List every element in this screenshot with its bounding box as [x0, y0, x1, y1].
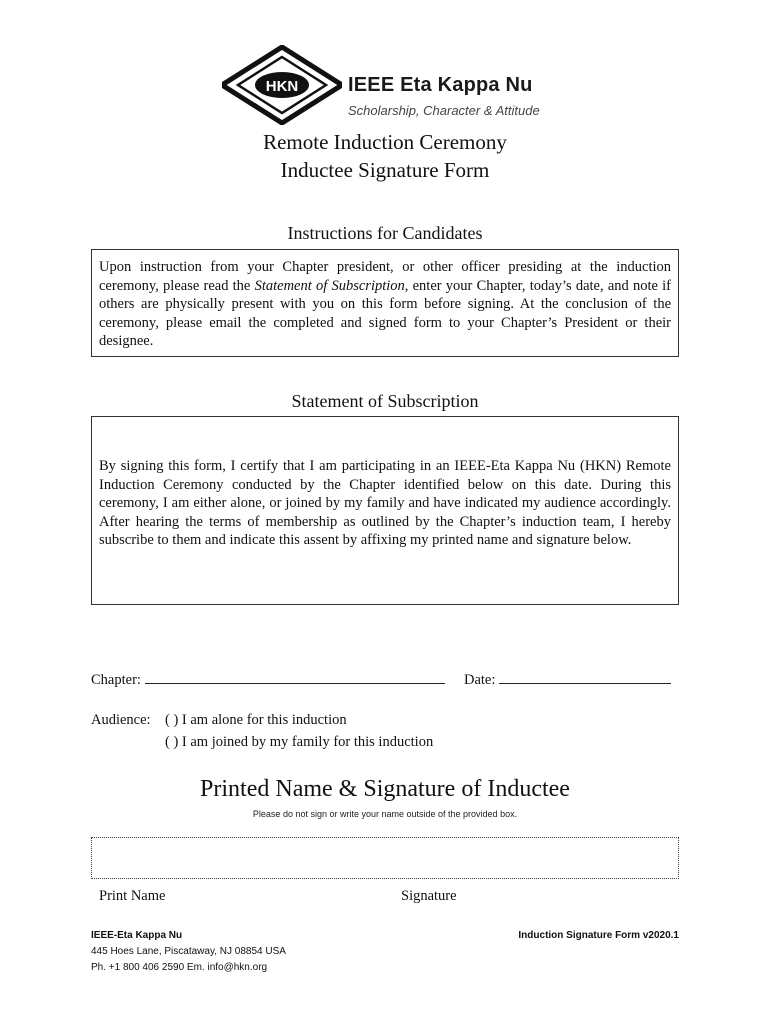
footer-org: IEEE-Eta Kappa Nu [91, 930, 183, 941]
date-field[interactable] [464, 670, 671, 689]
date-label: Date: [464, 672, 496, 688]
footer-phone-email: Ph. +1 800 406 2590 Em. info@hkn.org [91, 962, 268, 973]
form-title-line1: Remote Induction Ceremony [263, 130, 507, 154]
signature-label: Signature [401, 888, 457, 904]
instructions-text: Upon instruction from your Chapter president, or other officer presiding at the induction ceremony, please read the Statement of Subscription, enter your Chapter, today’s date, and note if others are physically present with you on this form before signing. At the conclusion of the ceremony, please email the completed and signed form to your Chapter’s President or their designee. [99, 259, 672, 349]
instructions-heading: Instructions for Candidates [287, 223, 483, 243]
signature-note: Please do not sign or write your name outside of the provided box. [252, 809, 518, 819]
audience-option-family[interactable]: ( ) I am joined by my family for this induction [165, 734, 434, 750]
logo-mark-text: HKN [265, 78, 299, 95]
instructions-box [91, 249, 679, 357]
org-name: IEEE Eta Kappa Nu [348, 74, 533, 96]
signature-box[interactable] [91, 837, 679, 879]
chapter-label: Chapter: [91, 672, 141, 688]
signature-heading: Printed Name & Signature of Inductee [200, 776, 570, 802]
footer-address: 445 Hoes Lane, Piscataway, NJ 08854 USA [91, 946, 286, 957]
statement-heading: Statement of Subscription [291, 391, 479, 411]
form-title [0, 128, 770, 184]
org-tagline: Scholarship, Character & Attitude [348, 103, 540, 118]
audience-option-alone[interactable]: ( ) I am alone for this induction [165, 712, 347, 728]
statement-text: By signing this form, I certify that I am participating in an IEEE-Eta Kappa Nu (HKN) Remote Induction Ceremony conducted by the Chapter identified below on this date. During this ceremony, I am either alone, or joined by my family and have indicated my audience accordingly. After hearing the terms of membership as outlined by the Chapter’s induction team, I hereby subscribe to them and indicate this assent by affixing my printed name and signature below. [99, 458, 671, 548]
date-blank-line[interactable] [499, 670, 671, 684]
form-title-line2: Inductee Signature Form [280, 158, 490, 182]
statement-box [91, 416, 679, 605]
print-name-label: Print Name [99, 888, 166, 904]
chapter-field[interactable] [91, 670, 445, 689]
hkn-diamond-logo-icon [222, 45, 342, 125]
footer-form-version: Induction Signature Form v2020.1 [518, 930, 679, 941]
audience-label: Audience: [91, 712, 151, 728]
footer-contact [91, 928, 286, 976]
chapter-blank-line[interactable] [145, 670, 445, 684]
